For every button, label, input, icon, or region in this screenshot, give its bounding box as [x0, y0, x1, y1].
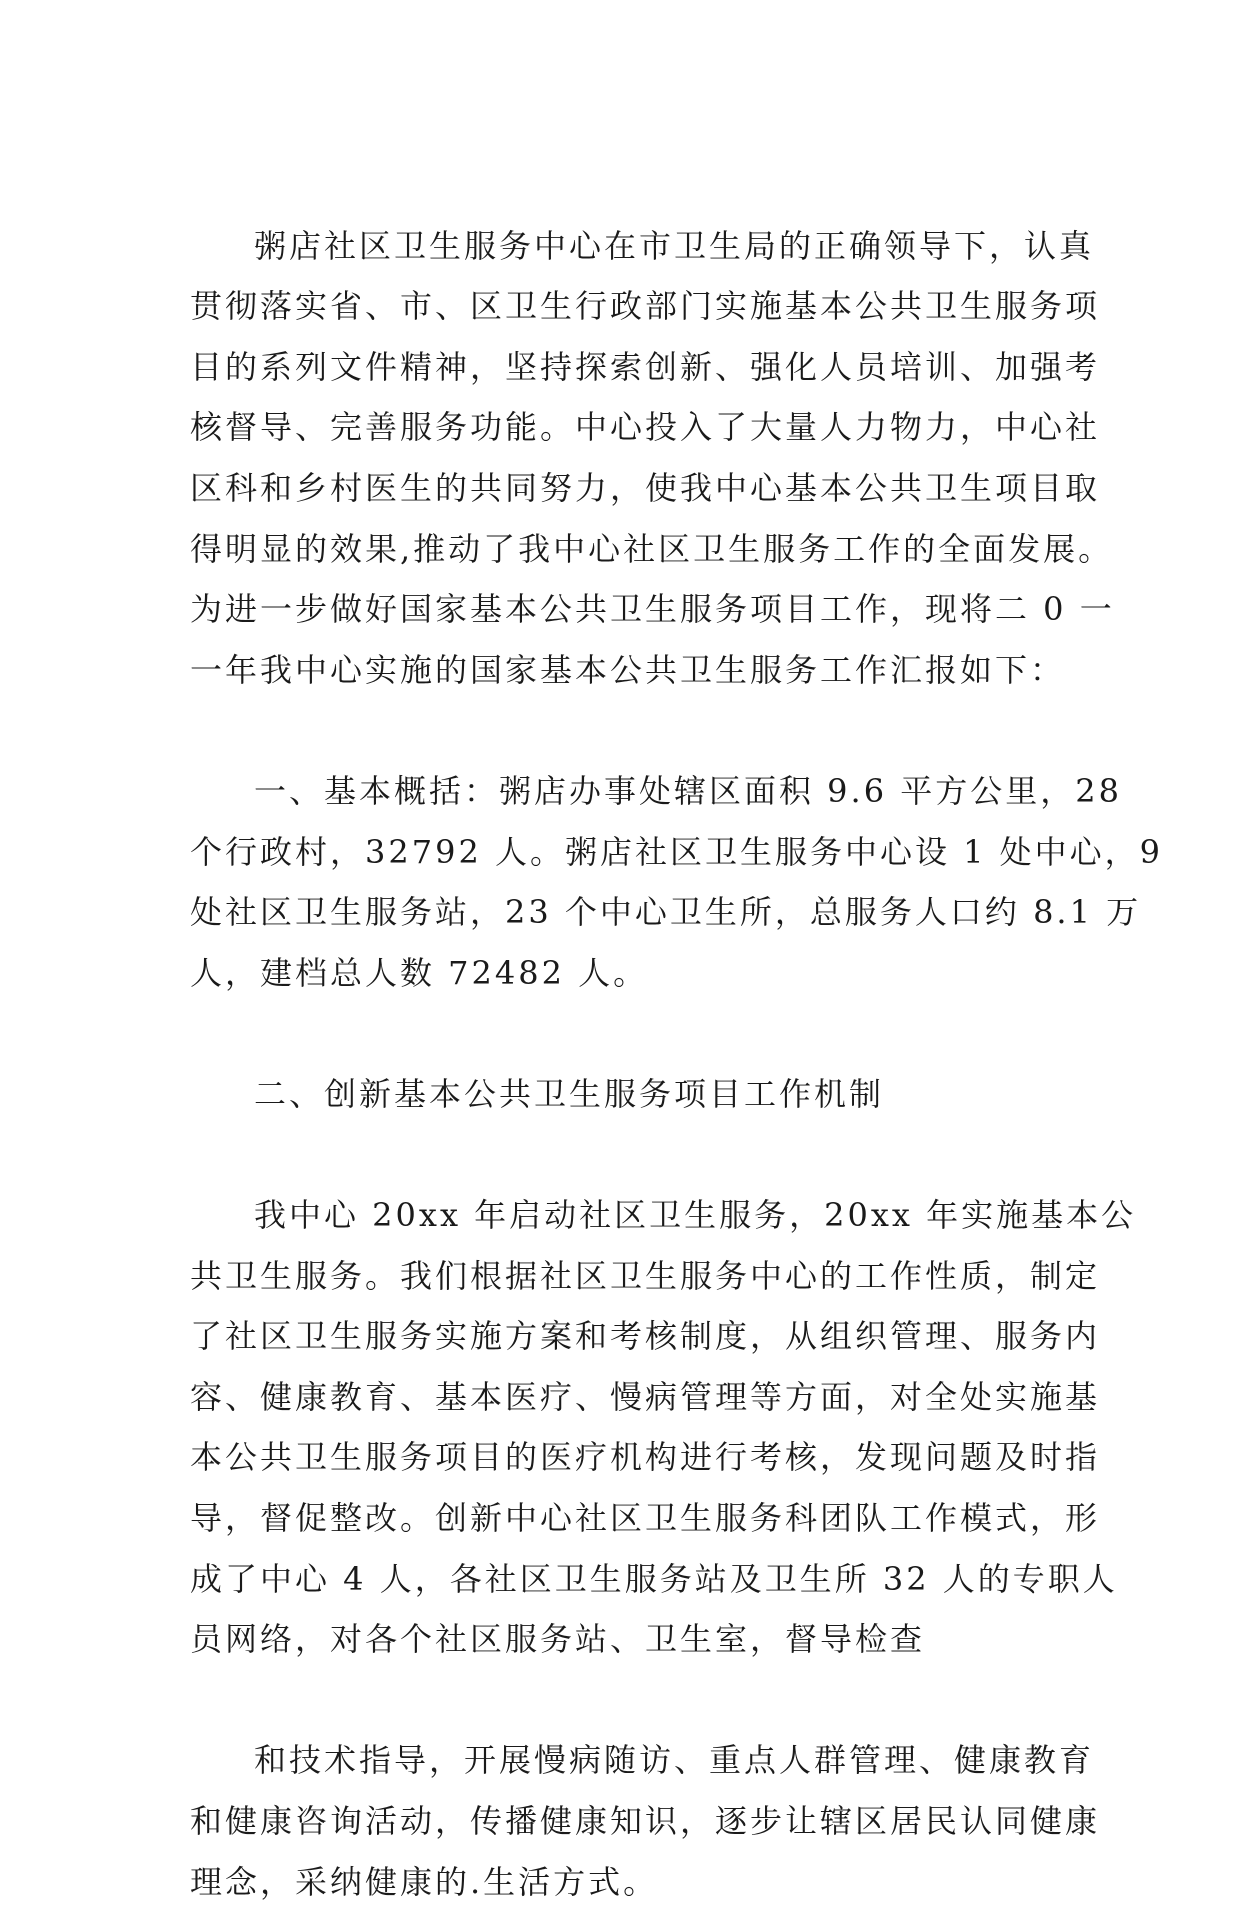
text-line: 核督导、完善服务功能。中心投入了大量人力物力，中心社 — [190, 408, 1101, 447]
document-body — [190, 155, 1164, 1912]
text-line: 员网络，对各个社区服务站、卫生室，督导检查 — [190, 1620, 926, 1659]
text-line: 理念，采纳健康的.生活方式。 — [190, 1862, 659, 1901]
text-line: 成了中心 4 人，各社区卫生服务站及卫生所 32 人的专职人 — [190, 1559, 1118, 1598]
text-line: 一年我中心实施的国家基本公共卫生服务工作汇报如下： — [190, 650, 1066, 689]
text-line: 人，建档总人数 72482 人。 — [190, 953, 649, 992]
text-line: 共卫生服务。我们根据社区卫生服务中心的工作性质，制定 — [190, 1256, 1101, 1295]
text-line: 一、基本概括：粥店办事处辖区面积 9.6 平方公里，28 — [254, 771, 1122, 810]
paragraph-overview — [190, 700, 1164, 1003]
text-line: 了社区卫生服务实施方案和考核制度，从组织管理、服务内 — [190, 1317, 1101, 1356]
text-line: 导，督促整改。创新中心社区卫生服务科团队工作模式，形 — [190, 1499, 1101, 1538]
paragraph-mechanism — [190, 1125, 1137, 1670]
text-line: 本公共卫生服务项目的医疗机构进行考核，发现问题及时指 — [190, 1438, 1101, 1477]
text-line: 二、创新基本公共卫生服务项目工作机制 — [254, 1074, 885, 1113]
text-line: 个行政村，32792 人。粥店社区卫生服务中心设 1 处中心，9 — [190, 832, 1164, 871]
text-line: 贯彻落实省、市、区卫生行政部门实施基本公共卫生服务项 — [190, 287, 1101, 326]
paragraph-intro — [190, 155, 1115, 700]
paragraph-guidance — [190, 1670, 1101, 1912]
text-line: 处社区卫生服务站，23 个中心卫生所，总服务人口约 8.1 万 — [190, 893, 1142, 932]
text-line: 为进一步做好国家基本公共卫生服务项目工作，现将二 0 一 — [190, 590, 1115, 629]
text-line: 粥店社区卫生服务中心在市卫生局的正确领导下，认真 — [254, 226, 1095, 265]
text-line: 和健康咨询活动，传播健康知识，逐步让辖区居民认同健康 — [190, 1802, 1101, 1841]
text-line: 区科和乡村医生的共同努力，使我中心基本公共卫生项目取 — [190, 468, 1101, 507]
text-line: 容、健康教育、基本医疗、慢病管理等方面，对全处实施基 — [190, 1377, 1101, 1416]
text-line: 和技术指导，开展慢病随访、重点人群管理、健康教育 — [254, 1741, 1095, 1780]
text-line: 得明显的效果,推动了我中心社区卫生服务工作的全面发展。 — [190, 529, 1114, 568]
text-line: 我中心 20xx 年启动社区卫生服务，20xx 年实施基本公 — [254, 1196, 1137, 1235]
text-line: 目的系列文件精神，坚持探索创新、强化人员培训、加强考 — [190, 347, 1101, 386]
section-heading — [190, 1003, 1060, 1124]
